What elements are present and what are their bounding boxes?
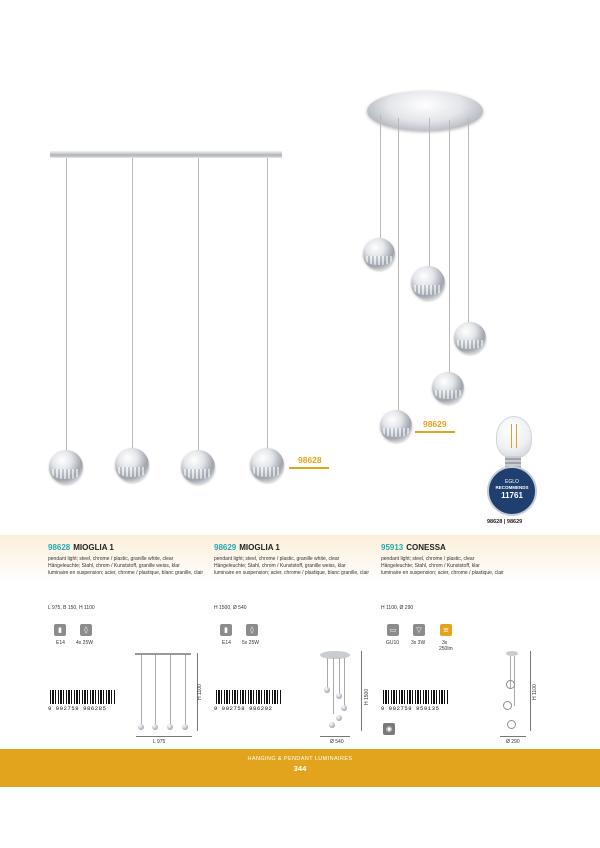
dimension-height: H 1100: [532, 684, 538, 700]
icon-caption-wattage: 4x 25W: [76, 640, 93, 646]
barcode-number: 9 002759 986285: [48, 705, 107, 712]
recommend-badge: [487, 466, 537, 516]
pendant-globe: [380, 410, 412, 442]
ceiling-bar: [50, 151, 282, 158]
bulb-shape-icon: ◊: [246, 624, 258, 636]
pendant-globe: [49, 450, 83, 484]
product-name: MIOGLIA 1: [73, 543, 114, 552]
page-footer: [0, 749, 600, 787]
product-number: 98629: [214, 543, 237, 552]
pendant-globe: [363, 238, 395, 270]
wire: [380, 115, 381, 240]
product-name: CONESSA: [406, 543, 446, 552]
icon-caption-socket: GU10: [386, 640, 400, 646]
socket-icon: ▮: [220, 624, 232, 636]
callout-underline: [415, 431, 455, 433]
page-number: 344: [293, 764, 307, 773]
barcode-number: 9 002759 986292: [214, 705, 273, 712]
model-callout-98628: 98628: [298, 455, 322, 465]
icon-caption-count: 3x: [442, 640, 448, 646]
dimension-width: L 975: [153, 739, 166, 745]
wire: [398, 118, 399, 412]
pendant-globe: [454, 322, 486, 354]
model-callout-98629: 98629: [423, 419, 447, 429]
desc-fr: luminaire en suspension; acier, chrome / plastique, blanc granille, clair: [214, 570, 370, 576]
barcode-number: 9 002759 959135: [381, 705, 440, 712]
badge-brand: EGLO: [505, 479, 519, 485]
wire: [132, 158, 133, 450]
bulb-filament: [511, 424, 517, 448]
round-canopy: [367, 91, 483, 131]
product-title: [381, 543, 541, 552]
dimension-height: H 1500: [364, 688, 370, 705]
desc-de: Hängeleuchte; Stahl, chrom / Kunststoff, granille weiss, klar: [214, 563, 346, 569]
icon-caption-socket: E14: [56, 640, 65, 646]
product-col-98629: [214, 543, 374, 577]
desc-fr: luminaire en suspension; acier, chrome / plastique, blanc granille, clair: [48, 570, 204, 576]
led-module-icon: ◉: [383, 723, 395, 735]
icon-caption-socket: E14: [222, 640, 231, 646]
pendant-globe: [411, 266, 445, 300]
pendant-globe: [250, 448, 284, 482]
wire: [449, 120, 450, 380]
pendant-globe: [432, 372, 464, 404]
gu10-socket-icon: ▭: [387, 624, 399, 636]
badge-text: RECOMMENDS: [495, 485, 529, 490]
bulb-shape-icon: ◊: [80, 624, 92, 636]
product-description: [48, 556, 208, 577]
desc-en: pendant light; steel, chrome / plastic, granille white, clear: [214, 556, 340, 562]
socket-icon: ▮: [54, 624, 66, 636]
product-number: 98628: [48, 543, 71, 552]
badge-code: 11761: [501, 491, 523, 500]
wire: [429, 118, 430, 268]
wire: [267, 158, 268, 450]
desc-en: pendant light; steel, chrome / plastic, granille white, clear: [48, 556, 174, 562]
desc-en: pendant light; steel, chrome / plastic, clear: [381, 556, 475, 562]
barcode: [216, 690, 282, 704]
icon-caption-wattage: 5x 25W: [242, 640, 259, 646]
dimension-width: Ø 540: [330, 739, 344, 745]
product-description: [381, 556, 541, 577]
desc-de: Hängeleuchte; Stahl, chrom / Kunststoff, klar: [381, 563, 480, 569]
desc-de: Hängeleuchte; Stahl, chrom / Kunststoff, granille weiss, klar: [48, 563, 180, 569]
dimension-height: H 1100: [197, 684, 203, 700]
callout-underline: [289, 467, 329, 469]
product-dimensions: H 1100, Ø 290: [381, 605, 414, 611]
product-title: [48, 543, 208, 552]
barcode: [383, 690, 449, 704]
product-name: MIOGLIA 1: [239, 543, 280, 552]
wire: [468, 118, 469, 324]
product-dimensions: L 975, B 150, H 1100: [48, 605, 95, 611]
footer-category: HANGING & PENDANT LUMINAIRES: [247, 756, 353, 762]
product-dimensions: H 1500, Ø 540: [214, 605, 247, 611]
product-description: [214, 556, 374, 577]
barcode: [50, 690, 116, 704]
product-number: 95913: [381, 543, 404, 552]
product-col-95913: [381, 543, 541, 577]
wire: [66, 158, 67, 452]
wire: [198, 158, 199, 452]
dimension-width: Ø 290: [506, 739, 520, 745]
icon-caption-lumen: 250lm: [439, 646, 453, 652]
pendant-globe: [181, 450, 215, 484]
recommend-models: 98628 | 98629: [487, 519, 523, 525]
pendant-globe: [115, 448, 149, 482]
icon-caption-wattage: 3x 3W: [411, 640, 426, 646]
product-col-98628: [48, 543, 208, 577]
reflector-bulb-icon: ▽: [413, 624, 425, 636]
lumen-icon: ≡: [440, 624, 452, 636]
product-title: [214, 543, 374, 552]
desc-fr: luminaire en suspension; acier, chrome / plastique, clair: [381, 570, 504, 576]
